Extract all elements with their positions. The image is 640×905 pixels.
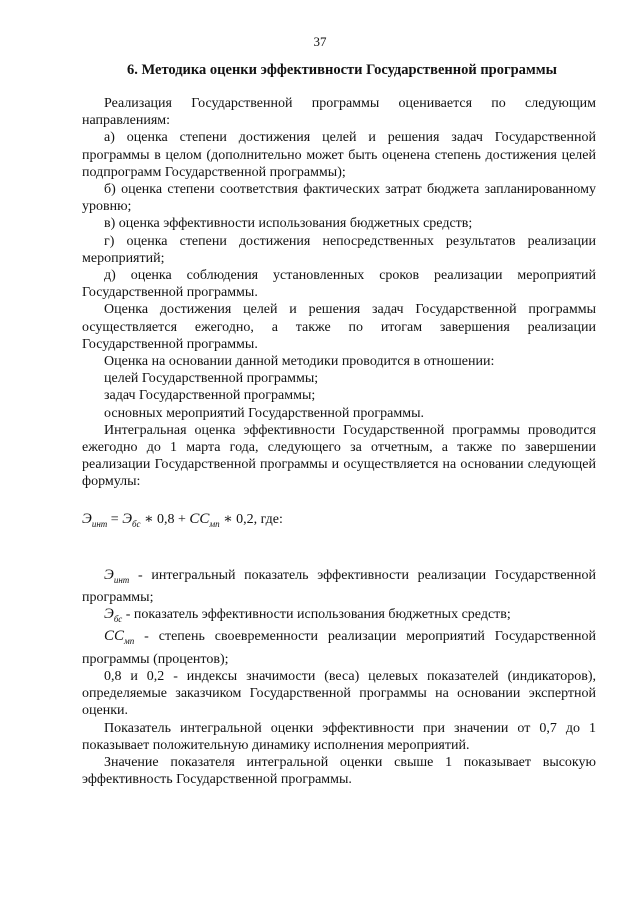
paragraph: Интегральная оценка эффективности Государственной программы проводится ежегодно до 1 марта года, следующего за отчетным, а также по завершении реализации Государственной программы и осуществляется на основании следующей формулы: xyxy=(82,422,596,490)
formula-sub: бс xyxy=(132,518,141,529)
definition-text: - степень своевременности реализации мероприятий Государственной программы (процентов); xyxy=(82,629,596,667)
definition: 0,8 и 0,2 - индексы значимости (веса) целевых показателей (индикаторов), определяемые заказчиком Государственной программы на основании экспертной оценки. xyxy=(82,668,596,719)
list-item: основных мероприятий Государственной программы. xyxy=(104,405,424,421)
definition-sub: бс xyxy=(113,614,123,625)
paragraph: Оценка на основании данной методики проводится в отношении: xyxy=(104,354,495,370)
definition-text: - показатель эффективности использования бюджетных средств; xyxy=(122,607,511,623)
list-item: д) оценка соблюдения установленных сроков реализации мероприятий Государственной программы. xyxy=(82,268,596,301)
formula-sub: мп xyxy=(209,518,220,529)
definition-var: Э xyxy=(104,566,114,583)
list-item: задач Государственной программы; xyxy=(104,388,316,404)
paragraph: Реализация Государственной программы оценивается по следующим направлениям: xyxy=(82,96,596,129)
formula-var: СС xyxy=(189,510,210,527)
formula-var: Э xyxy=(82,510,92,527)
paragraph: Показатель интегральной оценки эффективности при значении от 0,7 до 1 показывает положительную динамику исполнения мероприятий. xyxy=(82,720,596,753)
list-item: б) оценка степени соответствия фактических затрат бюджета запланированному уровню; xyxy=(82,182,596,215)
formula-tail: , где: xyxy=(253,511,283,527)
definition-var: СС xyxy=(104,628,125,645)
section-title: 6. Методика оценки эффективности Государственной программы xyxy=(127,62,557,78)
paragraph: Оценка достижения целей и решения задач Государственной программы осуществляется ежегодно, а также по итогам завершения реализации Государственной программы. xyxy=(82,302,596,352)
formula-op: ∗ 0,2 xyxy=(219,511,254,527)
page-number: 37 xyxy=(313,34,327,49)
list-item: целей Государственной программы; xyxy=(104,371,319,387)
formula-sub: инт xyxy=(91,518,108,529)
formula xyxy=(82,511,596,533)
definition xyxy=(82,628,596,667)
formula-op: ∗ 0,8 + xyxy=(140,511,190,527)
formula-op: = xyxy=(107,511,123,527)
formula-var: Э xyxy=(122,510,133,527)
list-item: г) оценка степени достижения непосредственных результатов реализации мероприятий; xyxy=(82,233,596,266)
definition xyxy=(82,606,596,628)
definition-text: - интегральный показатель эффективности реализации Государственной программы; xyxy=(82,567,596,606)
definition-sub: инт xyxy=(113,574,130,585)
list-item: в) оценка эффективности использования бюджетных средств; xyxy=(104,216,473,232)
definition-sub: мп xyxy=(124,636,135,647)
list-item: а) оценка степени достижения целей и решения задач Государственной программы в целом (дополнительно может быть оценена степень достижения целей подпрограмм Государственной программы); xyxy=(82,130,596,180)
definition xyxy=(82,567,596,606)
paragraph: Значение показателя интегральной оценки свыше 1 показывает высокую эффективность Государственной программы. xyxy=(82,754,596,788)
definition-var: Э xyxy=(104,606,114,623)
document-body xyxy=(82,95,596,788)
